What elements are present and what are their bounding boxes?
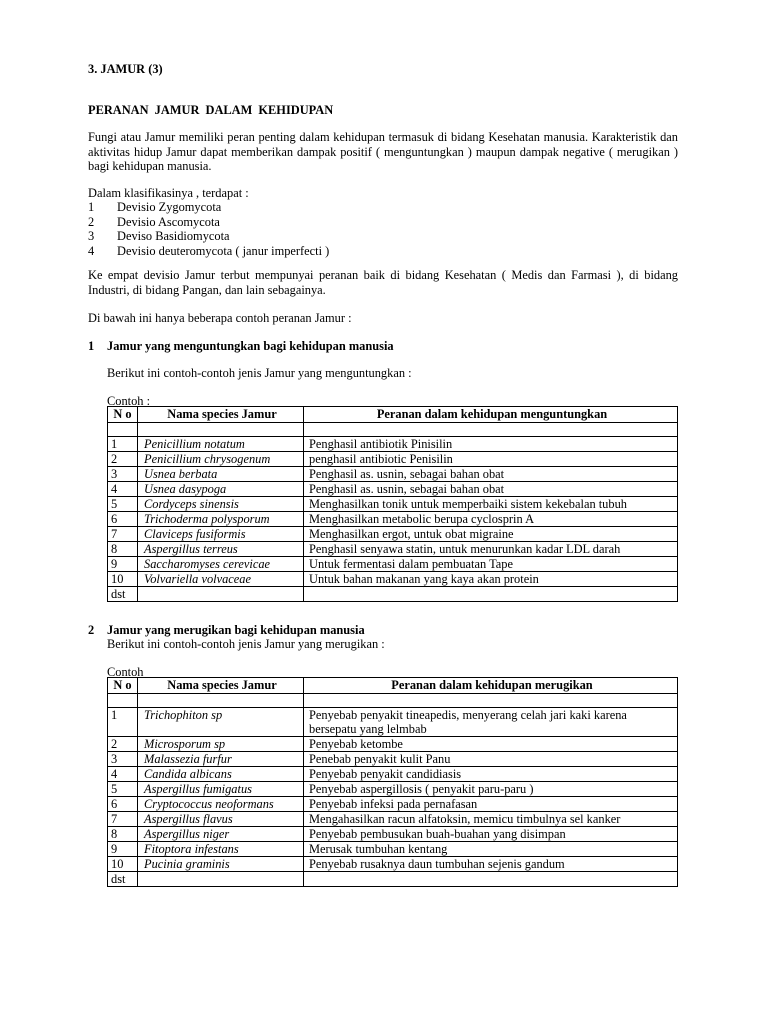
cell-no: 5 [108,497,138,512]
cell-species [138,872,304,887]
harmful-fungi-table [107,677,678,887]
table-row [108,797,678,812]
cell-species: Aspergillus niger [138,827,304,842]
cell-no: 6 [108,797,138,812]
cell-species: Volvariella volvaceae [138,572,304,587]
header-species: Nama species Jamur [138,678,304,694]
table-row [108,812,678,827]
cell-no: 1 [108,437,138,452]
cell-species: Penicillium notatum [138,437,304,452]
cell-role: Penyebab ketombe [304,737,678,752]
table-row [108,827,678,842]
table-header-row [108,407,678,423]
cell-species: Usnea berbata [138,467,304,482]
section1-title: Jamur yang menguntungkan bagi kehidupan manusia [107,339,394,353]
cell-species: Aspergillus fumigatus [138,782,304,797]
cell-no: 10 [108,857,138,872]
cell-role: Merusak tumbuhan kentang [304,842,678,857]
cell-role: Mengahasilkan racun alfatoksin, memicu timbulnya sel kanker [304,812,678,827]
klasifikasi-item [88,244,329,259]
cell-role: penghasil antibiotic Penisilin [304,452,678,467]
cell-species: Penicillium chrysogenum [138,452,304,467]
cell-no: 7 [108,812,138,827]
table-spacer-row [108,693,678,708]
cell-species: Microsporum sp [138,737,304,752]
table-row [108,737,678,752]
section1-number: 1 [88,339,95,353]
header-role: Peranan dalam kehidupan menguntungkan [304,407,678,423]
cell-no: 9 [108,557,138,572]
cell-no: 9 [108,842,138,857]
cell-species: Cryptococcus neoformans [138,797,304,812]
cell-no: 3 [108,752,138,767]
cell-role [304,587,678,602]
cell-role: Menghasilkan ergot, untuk obat migraine [304,527,678,542]
document-title: 3. JAMUR (3) [88,62,163,76]
cell-species: Cordyceps sinensis [138,497,304,512]
klasifikasi-item-number: 2 [88,214,95,229]
contoh-intro: Di bawah ini hanya beberapa contoh peranan Jamur : [88,311,352,325]
section1-contoh-label: Contoh : [107,394,151,408]
peranan-paragraph: Ke empat devisio Jamur terbut mempunyai peranan baik di bidang Kesehatan ( Medis dan Farmasi ), di bidang Industri, di bidang Pangan, dan lain sebagainya. [88,268,678,297]
cell-no: dst [108,587,138,602]
section1-intro: Berikut ini contoh-contoh jenis Jamur yang menguntungkan : [107,366,412,380]
header-no: N o [108,678,138,694]
cell-role [304,872,678,887]
section-heading: PERANAN JAMUR DALAM KEHIDUPAN [88,103,334,117]
cell-role: Penyebab aspergillosis ( penyakit paru-paru ) [304,782,678,797]
klasifikasi-item-number: 4 [88,243,95,258]
cell-species: Pucinia graminis [138,857,304,872]
cell-no: 1 [108,708,138,737]
header-no: N o [108,407,138,423]
section2-intro: Berikut ini contoh-contoh jenis Jamur yang merugikan : [107,637,385,651]
cell-no: 6 [108,512,138,527]
table-row [108,437,678,452]
table-row [108,857,678,872]
cell-no: 2 [108,737,138,752]
table-row [108,527,678,542]
table-row [108,482,678,497]
cell-species: Aspergillus terreus [138,542,304,557]
cell-species: Trichophiton sp [138,708,304,737]
table-row [108,497,678,512]
cell-species [138,587,304,602]
cell-role: Penyebab pembusukan buah-buahan yang disimpan [304,827,678,842]
table-row [108,542,678,557]
cell-role: Penghasil as. usnin, sebagai bahan obat [304,467,678,482]
table-row [108,557,678,572]
klasifikasi-item-text: Devisio Ascomycota [117,214,220,229]
table-row [108,572,678,587]
section2-contoh-label: Contoh [107,665,144,679]
cell-species: Usnea dasypoga [138,482,304,497]
klasifikasi-item [88,229,329,244]
section2-heading [88,623,365,638]
cell-no: 4 [108,767,138,782]
table-row [108,452,678,467]
cell-no: 8 [108,542,138,557]
table-spacer-row [108,422,678,437]
cell-no: 8 [108,827,138,842]
cell-role: Menghasilkan metabolic berupa cyclosprin A [304,512,678,527]
intro-paragraph: Fungi atau Jamur memiliki peran penting dalam kehidupan termasuk di bidang Kesehatan manusia. Karakteristik dan aktivitas hidup Jamur dapat memberikan dampak positif ( menguntungkan ) maupun dampak negative ( merugikan ) bagi kehidupan manusia. [88,130,678,173]
table-row [108,752,678,767]
cell-species: Claviceps fusiformis [138,527,304,542]
klasifikasi-intro: Dalam klasifikasinya , terdapat : [88,186,249,200]
cell-no: 7 [108,527,138,542]
cell-role: Penghasil senyawa statin, untuk menurunkan kadar LDL darah [304,542,678,557]
table-row [108,587,678,602]
cell-role: Penyebab penyakit candidiasis [304,767,678,782]
cell-species: Malassezia furfur [138,752,304,767]
cell-no: 10 [108,572,138,587]
table-row [108,512,678,527]
klasifikasi-item [88,215,329,230]
section2-title: Jamur yang merugikan bagi kehidupan manusia [107,623,365,637]
cell-species: Aspergillus flavus [138,812,304,827]
klasifikasi-item-text: Devisio Zygomycota [117,200,222,214]
table-header-row [108,678,678,694]
cell-role: Penghasil as. usnin, sebagai bahan obat [304,482,678,497]
cell-no: 4 [108,482,138,497]
cell-role: Penghasil antibiotik Pinisilin [304,437,678,452]
klasifikasi-item-number: 1 [88,200,95,214]
table-row [108,767,678,782]
klasifikasi-item-number: 3 [88,229,95,243]
header-role: Peranan dalam kehidupan merugikan [304,678,678,694]
cell-species: Fitoptora infestans [138,842,304,857]
cell-species: Trichoderma polysporum [138,512,304,527]
klasifikasi-item-text: Deviso Basidiomycota [117,229,230,243]
cell-no: dst [108,872,138,887]
cell-species: Saccharomyses cerevicae [138,557,304,572]
section1-heading [88,339,394,354]
header-species: Nama species Jamur [138,407,304,423]
cell-role: Penebab penyakit kulit Panu [304,752,678,767]
cell-no: 5 [108,782,138,797]
table-row [108,872,678,887]
cell-role: Untuk bahan makanan yang kaya akan protein [304,572,678,587]
cell-species: Candida albicans [138,767,304,782]
beneficial-fungi-table [107,406,678,602]
cell-role: Menghasilkan tonik untuk memperbaiki sistem kekebalan tubuh [304,497,678,512]
cell-role: Penyebab penyakit tineapedis, menyerang celah jari kaki karena bersepatu yang lelmbab [304,708,678,737]
cell-no: 2 [108,452,138,467]
cell-role: Penyebab infeksi pada pernafasan [304,797,678,812]
klasifikasi-item [88,200,329,215]
cell-role: Penyebab rusaknya daun tumbuhan sejenis gandum [304,857,678,872]
klasifikasi-item-text: Devisio deuteromycota ( janur imperfecti ) [117,243,330,258]
table-row [108,782,678,797]
klasifikasi-list [88,200,329,258]
cell-role: Untuk fermentasi dalam pembuatan Tape [304,557,678,572]
section2-number: 2 [88,623,95,637]
table-row [108,708,678,737]
cell-no: 3 [108,467,138,482]
table-row [108,842,678,857]
table-row [108,467,678,482]
